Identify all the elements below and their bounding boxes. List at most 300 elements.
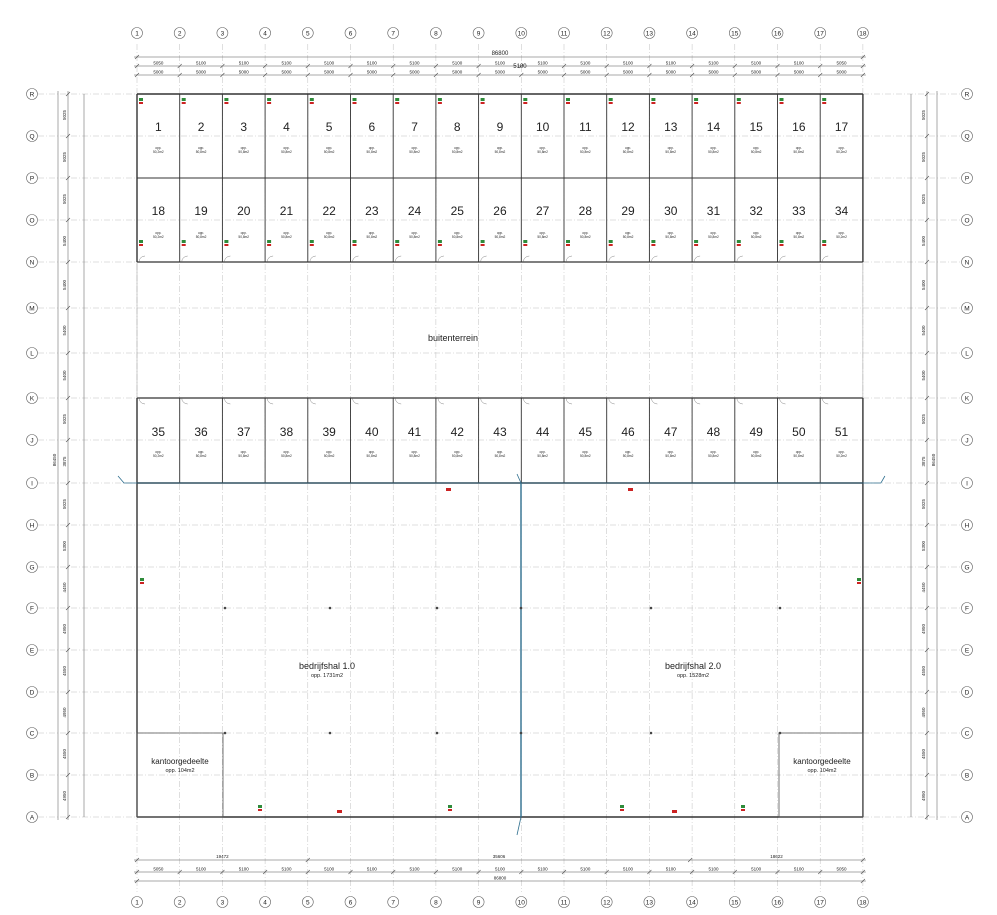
dimension-label: 5400 [921,279,926,291]
door-marker-green [353,98,357,101]
dimension-label: 5000 [196,69,207,75]
door-swing [353,256,359,262]
unit-number: 10 [535,120,550,134]
unit-area-label: opp. [795,146,802,150]
unit-area: 50,8m2 [494,235,506,239]
unit-area-label: opp. [197,146,205,150]
door-marker-red [182,244,186,246]
unit-number: 5 [325,120,333,134]
dimension-label: 5300 [921,540,926,552]
door-swing [438,256,444,262]
unit-area-label: opp. [155,146,162,150]
door-marker-green [780,98,784,101]
unit-area-label: opp. [838,231,845,235]
grid-bubble-label: 3 [220,30,225,38]
door-swing [267,398,273,404]
grid-bubble-label: 6 [348,30,353,38]
unit-area-label: opp. [368,146,375,150]
unit-area: 50,2m2 [836,454,847,458]
door-marker-green [780,240,784,243]
unit-number: 23 [365,204,379,218]
grid-bubble-label: D [29,689,35,697]
grid-bubble-label: 1 [135,899,139,907]
unit-area-label: opp. [368,231,375,235]
column-dot [329,732,332,735]
unit-area: 50,8m2 [195,150,207,154]
grid-bubble-label: 2 [177,30,182,38]
unit-area: 50,2m2 [153,150,164,154]
unit-area-label: opp. [368,450,375,454]
grid-bubble-label: 1 [135,30,139,38]
door-swing [737,398,743,404]
unit-number: 42 [450,425,464,439]
dimension-label: 5100 [409,60,420,66]
dimension-label: 5100 [409,866,420,872]
unit-area: 50,8m2 [708,454,719,458]
grid-bubble-label: N [964,259,970,267]
grid-bubble-label: R [29,91,35,99]
unit-area-label: opp. [496,146,504,150]
door-marker-green [609,240,613,243]
door-marker-green [694,240,698,243]
unit-area-label: opp. [283,450,290,454]
dimension-label: 35606 [492,854,506,859]
door-marker-green [395,240,399,243]
door-marker-red [857,582,861,584]
unit-number: 25 [450,204,464,218]
door-marker-red [651,102,655,104]
column-dot [650,607,653,610]
grid-bubble-label: K [964,395,970,403]
unit-area-label: opp. [710,146,717,150]
dimension-label: 5100 [751,60,762,66]
grid-bubble-label: F [965,605,969,613]
unit-area: 50,8m2 [409,235,420,239]
pipe-line [517,817,521,835]
door-marker-green [566,240,570,243]
dimension-label: 5000 [366,69,377,75]
column-dot [520,732,523,735]
door-swing [182,256,188,262]
unit-area-label: opp. [753,450,760,454]
unit-area: 50,8m2 [750,454,762,458]
unit-area: 50,8m2 [195,235,207,239]
unit-number: 7 [411,120,418,134]
unit-area-label: opp. [710,450,717,454]
dimension-total-side: 86450 [52,453,57,467]
office-left-title: kantoorgedeelte [151,757,209,766]
grid-bubble-label: N [29,259,35,267]
door-marker-green [566,98,570,101]
dimension-label: 4550 [921,665,926,677]
grid-bubble-label: A [964,814,970,822]
grid-bubble-label: O [29,217,35,225]
dimension-label: 5100 [324,60,335,66]
grid-bubble-label: 12 [603,899,611,907]
unit-area: 50,8m2 [665,454,677,458]
unit-area-label: opp. [539,231,546,235]
door-marker-red [822,102,826,104]
door-marker-green [741,805,745,808]
door-marker-green [523,240,527,243]
dimension-label: 5000 [153,69,164,75]
unit-area: 50,8m2 [409,454,420,458]
grid-bubble-label: M [29,305,35,313]
grid-bubble-label: 7 [391,30,396,38]
unit-area: 50,8m2 [580,235,591,239]
dimension-label: 5100 [494,866,505,872]
door-marker-red [628,488,633,491]
door-marker-red [267,244,271,246]
grid-bubble-label: 9 [476,30,481,38]
unit-number: 48 [706,425,721,439]
dimension-total-bottom: 86800 [493,875,507,881]
dimension-label: 5025 [921,151,926,163]
dimension-label: 18622 [770,854,783,859]
dimension-label: 5100 [324,866,335,872]
storage-units [152,120,849,458]
door-marker-red [438,244,442,246]
unit-area-label: opp. [624,146,632,150]
dimension-label: 5100 [580,866,591,872]
dimension-label: 4950 [62,707,67,718]
door-marker-green [139,98,143,101]
dimension-label: 5000 [623,69,634,75]
grid-bubble-label: 10 [517,899,525,907]
dimension-mid-label: 5100 [513,64,527,70]
grid-bubble-label: L [30,350,34,358]
door-swing [694,256,700,262]
grid-bubble-label: 17 [816,899,824,907]
door-marker-red [566,244,570,246]
hall2-area: opp. 1528m2 [676,673,710,679]
door-marker-green [258,805,262,808]
unit-area-label: opp. [795,450,802,454]
grid-bubble-label: 14 [688,899,696,907]
door-marker-red [438,102,442,104]
unit-area: 50,8m2 [451,235,463,239]
grid-bubble-label: G [29,564,35,572]
dimension-label: 5400 [921,370,926,381]
dimension-label: 5100 [580,60,591,66]
unit-number: 30 [664,204,678,218]
door-swing [481,398,487,404]
unit-number: 27 [535,204,550,218]
door-marker-green [267,98,271,101]
door-marker-red [780,244,784,246]
grid-bubble-label: M [964,305,970,313]
unit-area-label: opp. [283,231,290,235]
dimension-label: 3875 [921,456,926,467]
door-marker-red [609,102,613,104]
unit-area: 50,8m2 [451,150,463,154]
unit-number: 18 [151,204,166,218]
door-marker-green [395,98,399,101]
dimension-label: 5025 [62,413,67,425]
dimension-label: 5100 [793,866,804,872]
door-swing [395,256,401,262]
door-marker-red [481,244,485,246]
grid-bubble-label: C [964,730,970,738]
door-swing [566,398,572,404]
unit-area-label: opp. [326,146,333,150]
dimension-label: 5025 [921,193,926,205]
unit-area: 50,8m2 [366,150,378,154]
dimension-label: 5000 [238,69,249,75]
grid-bubble-label: C [29,730,35,738]
grid-bubble-label: 5 [305,30,310,38]
grid-bubble-label: 9 [476,899,481,907]
grid-bubble-label: 17 [816,30,824,38]
unit-number: 9 [496,120,504,134]
door-marker-red [448,809,452,811]
door-swing [822,256,828,262]
pipe-line [517,474,521,483]
unit-area-label: opp. [582,146,589,150]
grid-bubble-label: 3 [220,899,225,907]
grid-bubble-label: 18 [859,899,867,907]
unit-area: 50,8m2 [750,235,762,239]
grid-bubble-label: 15 [731,899,739,907]
door-marker-red [694,102,698,104]
door-swing [139,256,145,262]
unit-area-label: opp. [283,146,290,150]
grid-bubble-label: H [964,522,970,530]
grid-bubble-label: 2 [177,899,182,907]
door-marker-green [182,98,186,101]
door-marker-red [822,244,826,246]
grid-bubble-label: 10 [517,30,525,38]
unit-area-label: opp. [539,146,546,150]
grid-bubble-label: Q [29,133,35,141]
unit-number: 49 [749,425,763,439]
unit-area: 50,8m2 [195,454,207,458]
grid-bubble-label: B [964,772,970,780]
dimension-label: 5025 [62,109,67,121]
door-marker-red [523,102,527,104]
door-marker-red [395,102,399,104]
dimension-label: 5100 [366,866,377,872]
door-marker-green [694,98,698,101]
grid-bubble-label: H [29,522,35,530]
dimension-label: 4950 [921,623,926,635]
grid-bubble-label: 15 [731,30,739,38]
column-dot [436,607,439,610]
door-marker-red [609,244,613,246]
unit-number: 17 [834,120,849,134]
grid-bubble-label: O [964,217,970,225]
unit-area-label: opp. [240,450,247,454]
unit-number: 12 [621,120,635,134]
dimension-label: 5000 [580,69,591,75]
unit-area: 50,8m2 [238,235,250,239]
dimension-label: 5100 [494,60,505,66]
door-marker-red [523,244,527,246]
door-marker-green [620,805,624,808]
door-marker-red [737,244,741,246]
grid-bubble-label: B [29,772,35,780]
unit-area-label: opp. [753,231,760,235]
door-marker-green [438,240,442,243]
unit-area: 50,8m2 [793,454,805,458]
grid-bubble-label: P [29,175,35,183]
unit-number: 38 [279,425,294,439]
outdoor-label: buitenterrein [427,333,479,343]
grid-bubble-label: I [966,480,968,488]
door-marker-red [267,102,271,104]
door-swing [224,398,230,404]
unit-area-label: opp. [838,146,845,150]
dimension-label: 5000 [665,69,676,75]
door-marker-green [481,98,485,101]
unit-area: 50,8m2 [537,235,548,239]
unit-area: 50,8m2 [708,235,719,239]
dimension-label: 5000 [494,69,505,75]
unit-area: 50,8m2 [793,150,805,154]
unit-area-label: opp. [667,231,674,235]
column-dot [650,732,653,735]
door-swing [310,398,316,404]
dimension-label: 5000 [281,69,292,75]
door-swing [395,398,401,404]
unit-number: 50 [792,425,806,439]
unit-area: 50,8m2 [281,454,292,458]
column-dot [224,732,227,735]
grid-bubble-label: 4 [263,30,267,38]
unit-area-label: opp. [539,450,546,454]
unit-area-label: opp. [454,450,461,454]
unit-number: 26 [493,204,507,218]
grid-bubble-label: D [964,689,970,697]
unit-area: 50,8m2 [323,150,335,154]
door-marker-red [566,102,570,104]
door-swing [651,256,657,262]
dimension-label: 5100 [281,866,292,872]
dimension-label: 5050 [153,60,164,66]
unit-area: 50,8m2 [281,150,292,154]
unit-area: 50,8m2 [494,150,506,154]
unit-number: 15 [749,120,763,134]
unit-area: 50,8m2 [622,235,634,239]
grid-bubble-label: 7 [391,899,396,907]
office-right-area: opp. 104m2 [807,768,837,774]
dimension-label: 5025 [62,151,67,163]
unit-number: 31 [706,204,721,218]
grid-bubble-label: J [965,437,969,445]
office-left-area: opp. 104m2 [165,768,195,774]
unit-number: 46 [621,425,635,439]
grid-bubble-label: 13 [645,30,654,38]
unit-area: 50,8m2 [409,150,420,154]
door-swing [609,398,615,404]
door-marker-red [182,102,186,104]
unit-number: 16 [792,120,806,134]
grid-bubble-label: 14 [688,30,696,38]
dimension-label: 5000 [537,69,548,75]
door-marker-green [448,805,452,808]
unit-area-label: opp. [454,146,461,150]
unit-area: 50,8m2 [238,150,250,154]
dimension-label: 4450 [921,582,926,593]
dimension-label: 5100 [537,866,548,872]
column-dot [779,607,782,610]
unit-area: 50,8m2 [281,235,292,239]
dimension-label: 4450 [62,582,67,593]
grid-bubble-label: 11 [560,899,568,907]
dimension-label: 4550 [62,665,67,677]
unit-area: 50,2m2 [153,454,164,458]
unit-area: 50,8m2 [580,150,591,154]
unit-area-label: opp. [496,450,504,454]
grid-bubble-label: 18 [859,30,867,38]
unit-number: 4 [283,120,290,134]
door-swing [139,398,145,404]
door-marker-green [224,240,228,243]
unit-number: 8 [453,120,461,134]
door-marker-green [182,240,186,243]
unit-area-label: opp. [197,231,205,235]
dimension-label: 5000 [751,69,762,75]
unit-area-label: opp. [496,231,504,235]
door-marker-red [140,582,144,584]
dimension-label: 3875 [62,456,67,467]
grid-bubble-label: 12 [603,30,611,38]
door-marker-green [523,98,527,101]
door-swing [651,398,657,404]
door-marker-red [353,102,357,104]
dimension-total-side: 86450 [931,453,936,467]
column-dot [779,732,782,735]
unit-number: 14 [706,120,721,134]
dimension-label: 4950 [62,623,67,635]
unit-area-label: opp. [667,146,674,150]
door-swing [523,398,529,404]
dimension-label: 5000 [324,69,335,75]
unit-number: 51 [834,425,849,439]
door-swing [182,398,188,404]
door-swing [438,398,444,404]
unit-area-label: opp. [411,450,418,454]
unit-number: 34 [834,204,849,218]
dimension-label: 4950 [62,790,67,802]
door-marker-green [609,98,613,101]
unit-number: 22 [322,204,336,218]
dimension-label: 4950 [921,707,926,718]
hall2-title: bedrijfshal 2.0 [664,661,722,671]
dimension-label: 5400 [921,235,926,247]
grid-bubbles [27,28,973,908]
dimension-label: 5025 [62,498,67,510]
door-marker-red [258,809,262,811]
door-swing [267,256,273,262]
door-marker-red [224,102,228,104]
unit-area: 50,8m2 [665,235,677,239]
dimension-label: 5300 [62,540,67,552]
dimension-label: 5100 [537,60,548,66]
column-dot [224,607,227,610]
door-swing [481,256,487,262]
unit-area-label: opp. [753,146,760,150]
unit-number: 28 [578,204,593,218]
unit-number: 37 [237,425,251,439]
dimension-label: 5100 [281,60,292,66]
unit-area: 50,8m2 [494,454,506,458]
unit-area-label: opp. [795,231,802,235]
halls [151,333,851,774]
door-marker-green [737,240,741,243]
door-swing [780,398,786,404]
grid-bubble-label: 13 [645,899,654,907]
